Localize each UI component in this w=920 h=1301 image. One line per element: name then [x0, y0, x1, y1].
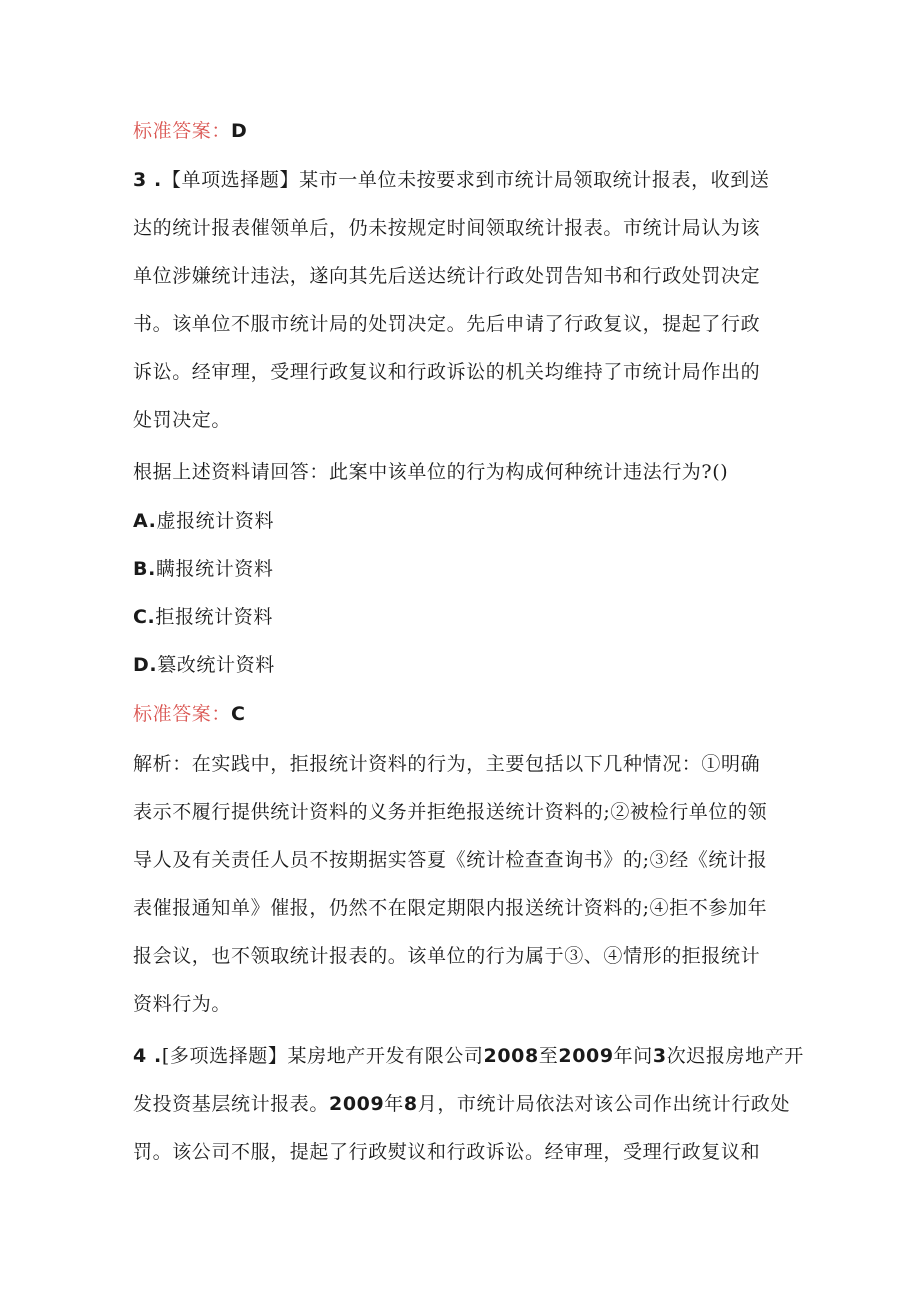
q3-stem-line-4: 书。该单位不服市统计局的处罚决定。先后申请了行政复议，提起了行政 — [133, 313, 761, 335]
option-letter: C. — [133, 606, 156, 628]
option-text: 虚报统计资料 — [156, 510, 275, 532]
analysis-line-4: 表催报通知单》催报，仍然不在限定期限内报送统计资料的;④拒不参加年 — [133, 897, 768, 919]
analysis-line-6: 资料行为。 — [133, 993, 232, 1015]
option-text: 篡改统计资料 — [157, 654, 275, 676]
question-type: 【单项选择题】 — [161, 169, 300, 191]
option-b — [133, 557, 274, 581]
analysis-line-5: 报会议，也不领取统计报表的。该单位的行为属于③、④情形的拒报统计 — [133, 945, 761, 967]
stem-number: 2009 — [558, 1045, 614, 1067]
q4-stem-line-2 — [133, 1092, 790, 1116]
stem-number: 3 — [652, 1045, 667, 1067]
option-letter: D. — [133, 654, 158, 676]
answer-label: 标准答案： — [133, 703, 232, 725]
stem-text: 】某房地产开发有限公司 — [267, 1045, 484, 1067]
stem-text: 年 — [384, 1093, 404, 1115]
answer-value: C — [231, 703, 246, 725]
option-letter: A. — [133, 510, 157, 532]
answer-label: 标准答案： — [133, 120, 232, 142]
option-c — [133, 605, 273, 629]
stem-text: 至 — [538, 1045, 559, 1067]
stem-number: 2008 — [483, 1045, 539, 1067]
stem-number: 8 — [403, 1093, 418, 1115]
question-type: [多项选择题 — [161, 1045, 268, 1067]
option-text: 瞒报统计资料 — [155, 558, 274, 580]
option-a — [133, 509, 274, 533]
option-letter: B. — [133, 558, 156, 580]
question-dot: . — [146, 1045, 162, 1067]
stem-number: 2009 — [329, 1093, 385, 1115]
q3-stem-line-3: 单位涉嫌统计违法，遂向其先后送达统计行政处罚告知书和行政处罚决定 — [133, 265, 761, 287]
q3-stem-line-6: 处罚决定。 — [133, 409, 232, 431]
q4-stem-line-1 — [133, 1044, 804, 1068]
answer-value: D — [231, 120, 248, 142]
q3-stem-line-2: 达的统计报表催领单后，仍未按规定时间领取统计报表。市统计局认为该 — [133, 217, 761, 239]
analysis-line-1: 解析：在实践中，拒报统计资料的行为，主要包括以下几种情况：①明确 — [133, 753, 761, 775]
stem-text: 某市一单位未按要求到市统计局领取统计报表，收到送 — [299, 169, 770, 191]
q3-stem-line-1 — [133, 168, 769, 192]
question-number: 3 — [133, 169, 147, 191]
q3-answer — [133, 702, 246, 726]
question-number: 4 — [133, 1045, 147, 1067]
stem-text: 年问 — [613, 1045, 653, 1067]
analysis-line-2: 表示不履行提供统计资料的义务并拒绝报送统计资料的;②被检行单位的领 — [133, 801, 768, 823]
question-dot: . — [146, 169, 162, 191]
stem-text: 发投资基层统计报表。 — [133, 1093, 330, 1115]
option-text: 拒报统计资料 — [155, 606, 273, 628]
analysis-line-3: 导人及有关责任人员不按期据实答夏《统计检查查询书》的;③经《统计报 — [133, 849, 768, 871]
q4-stem-line-3: 罚。该公司不服，提起了行政熨议和行政诉讼。经审理，受理行政复议和 — [133, 1141, 761, 1163]
stem-text: 月，市统计局依法对该公司作出统计行政处 — [417, 1093, 791, 1115]
q3-stem-line-5: 诉讼。经审理，受理行政复议和行政诉讼的机关均维持了市统计局作出的 — [133, 361, 761, 383]
stem-text: 次迟报房地产开 — [666, 1045, 804, 1067]
q3-question: 根据上述资料请回答：此案中该单位的行为构成何种统计违法行为?() — [133, 461, 729, 483]
q2-answer — [133, 119, 247, 143]
option-d — [133, 653, 275, 677]
